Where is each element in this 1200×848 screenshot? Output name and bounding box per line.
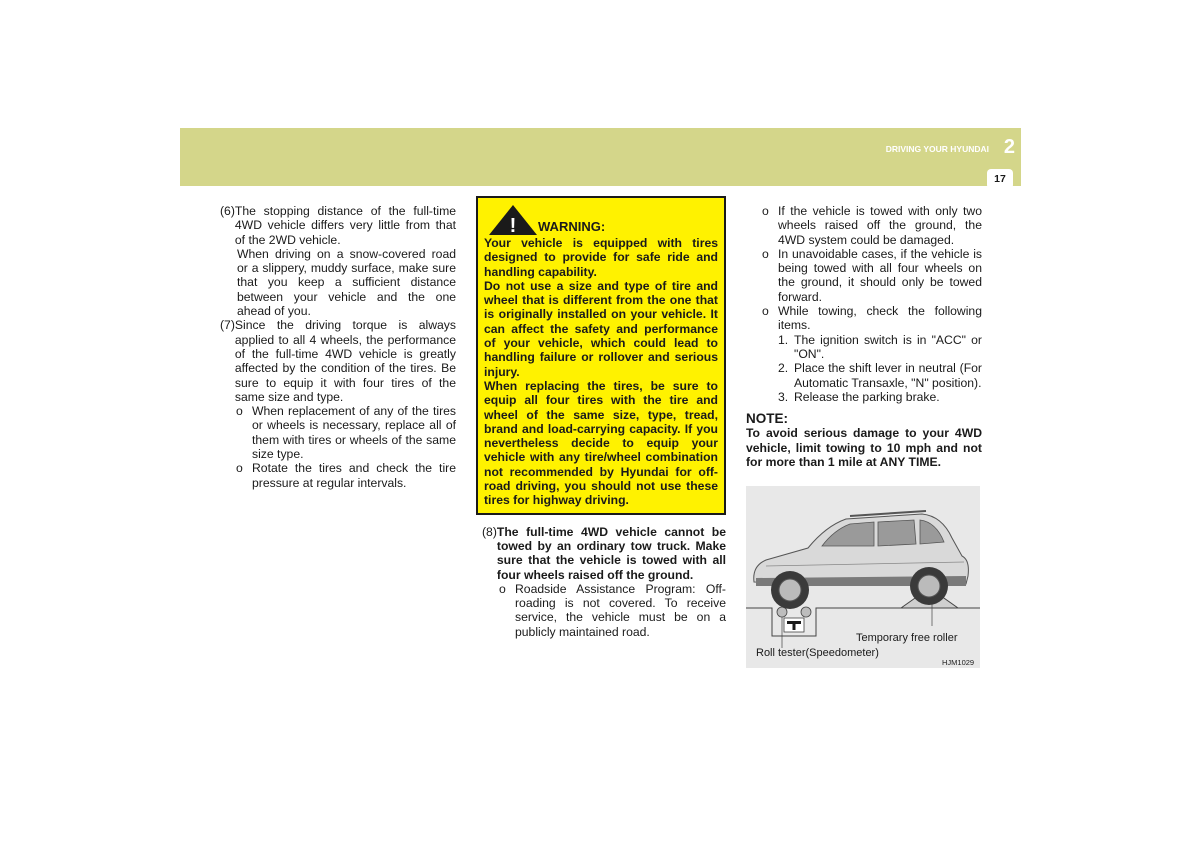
bullet-mark: o: [236, 461, 243, 476]
step-number: 3.: [778, 389, 789, 404]
item-text: The stopping distance of the full-time 4WD vehicle differs very little from that of the 2WD vehicle.: [234, 204, 456, 247]
figure-code: HJM1029: [942, 658, 975, 667]
note-text: To avoid serious damage to your 4WD vehicle, limit towing to 10 mph and not for more than 1 mile at ANY TIME.: [746, 426, 982, 470]
list-item: [220, 404, 456, 461]
bullet-text: While towing, check the following items.: [778, 304, 982, 333]
step-number: 2.: [778, 361, 789, 376]
temporary-free-roller-label: Temporary free roller: [856, 632, 958, 644]
list-item: [476, 582, 726, 639]
note-title: NOTE:: [746, 411, 788, 427]
warning-box: [476, 196, 726, 515]
warning-mark: !: [509, 215, 517, 236]
warning-paragraph: When replacing the tires, be sure to equip all four tires with the tire and wheel of the same size, type, tread, brand and load-carrying capacity. If you nevertheless decide to equip your vehicle with any tire/wheel combination not recommended by Hyundai for off-road driving, you should not use these tires for highway driving.: [484, 378, 718, 508]
step-item: [746, 390, 982, 404]
warning-title: WARNING:: [538, 219, 606, 234]
bullet-text: In unavoidable cases, if the vehicle is being towed with all four wheels on the ground, it should only be towed forward.: [778, 246, 982, 304]
chapter-header-band: [180, 128, 1021, 186]
warning-header: [484, 202, 718, 236]
towing-figure: [746, 486, 980, 668]
step-item: [746, 361, 982, 390]
item-text: The full-time 4WD vehicle cannot be towed by an ordinary tow truck. Make sure that the vehicle is towed with all four wheels raised off the ground.: [496, 524, 726, 582]
warning-triangle-icon: [488, 204, 538, 236]
item-number: (6): [220, 204, 235, 218]
bullet-mark: o: [762, 304, 769, 319]
step-number: 1.: [778, 332, 789, 347]
list-item: [746, 204, 982, 247]
item-text: Since the driving torque is always applied to all 4 wheels, the performance of the full-time 4WD vehicle is greatly affected by the condition of the tires. Be sure to equip it with four tires of the same size and type.: [234, 318, 456, 404]
warning-paragraph: Your vehicle is equipped with tires designed to provide for safe ride and handling capability.: [484, 236, 718, 279]
page-number: 17: [987, 169, 1013, 189]
chapter-title: DRIVING YOUR HYUNDAI: [885, 144, 989, 154]
bullet-mark: o: [236, 404, 243, 419]
item-number: (7): [220, 318, 235, 333]
step-text: The ignition switch is in "ACC" or "ON".: [794, 332, 982, 361]
bullet-mark: o: [499, 581, 506, 596]
item-8: [476, 525, 726, 582]
roll-tester-label: Roll tester(Speedometer): [756, 647, 879, 659]
item-7: [220, 318, 456, 404]
bullet-text: If the vehicle is towed with only two wheels raised off the ground, the 4WD system could be damaged.: [778, 204, 982, 247]
bullet-text: Roadside Assistance Program: Off-roading is not covered. To receive service, the vehicle must be on a publicly maintained road.: [515, 581, 726, 639]
list-item: [220, 461, 456, 490]
bullet-mark: o: [762, 204, 769, 218]
item-6: [220, 204, 456, 247]
warning-paragraph: Do not use a size and type of tire and wheel that is different from the one that is originally installed on your vehicle. It can affect the safety and performance of your vehicle, which could lead to handling failure or rollover and serious injury.: [484, 278, 718, 379]
list-item: [746, 247, 982, 304]
list-item: [746, 304, 982, 333]
item-6-continuation: When driving on a snow-covered road or a slippery, muddy surface, make sure that you keep a sufficient distance between your vehicle and the one ahead of you.: [237, 246, 456, 319]
item-number: (8): [482, 524, 497, 539]
chapter-number: 2: [1003, 136, 1015, 158]
step-text: Place the shift lever in neutral (For Automatic Transaxle, "N" position).: [794, 361, 982, 390]
bullet-mark: o: [762, 246, 769, 261]
bullet-text: When replacement of any of the tires or wheels is necessary, replace all of them with tires or wheels of the same size type.: [252, 404, 456, 462]
column-left: [220, 204, 456, 490]
step-text: Release the parking brake.: [794, 389, 940, 404]
step-item: [746, 333, 982, 362]
bullet-text: Rotate the tires and check the tire pressure at regular intervals.: [252, 461, 456, 490]
column-right: [746, 204, 982, 469]
column-middle: [476, 196, 726, 639]
